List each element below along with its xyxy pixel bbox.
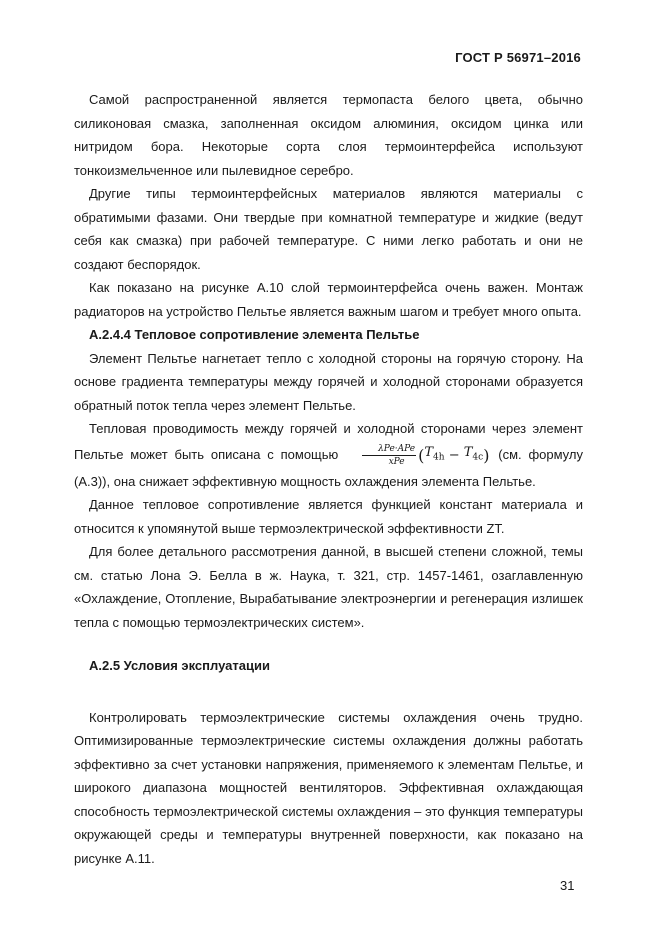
paragraph: Данное тепловое сопротивление является функцией констант материала и относится к упомянутой выше термоэлектрической эффективности ZT.	[74, 497, 583, 536]
formula-open-paren: (	[418, 445, 425, 465]
formula-denominator: xPe	[388, 456, 405, 467]
formula-fraction	[362, 444, 416, 467]
spacer	[74, 678, 583, 706]
paragraph: Самой распространенной является термопаста белого цвета, обычно силиконовая смазка, заполненная оксидом алюминия, оксидом цинка или нитридом бора. Некоторые сорта слоя термоинтерфейса используют тонкоизмельченное или пылевидное серебро.	[74, 92, 583, 178]
spacer	[74, 634, 583, 654]
formula-t-cold	[463, 444, 484, 463]
formula-t-hot-symbol: T	[424, 444, 434, 460]
paragraph: Элемент Пельтье нагнетает тепло с холодной стороны на горячую сторону. На основе градиента температуры между горячей и холодной сторонами образуется обратный поток тепла через элемент Пельтье.	[74, 350, 583, 413]
page-body	[74, 88, 583, 870]
paragraph: Контролировать термоэлектрические системы охлаждения очень трудно. Оптимизированные термоэлектрические системы охлаждения должны работать эффективно за счет установки напряжения, применяемого к элементам Пельтье, и широкого диапазона мощностей вентиляторов. Эффективная охлаждающая способность термоэлектрической системы охлаждения – это функция температуры окружающей среды и температуры внутренней поверхности, как показано на рисунке А.11.	[74, 709, 583, 866]
section-heading: А.2.5 Условия эксплуатации	[89, 658, 270, 674]
paragraph-text-after: (см. формулу (А.3)), она снижает эффективную мощность охлаждения элемента Пельтье.	[74, 446, 583, 489]
section-heading: А.2.4.4 Тепловое сопротивление элемента Пельтье	[89, 327, 420, 342]
formula-t-cold-subscript: 4c	[472, 452, 484, 463]
formula-minus: −	[444, 447, 464, 463]
page-number: 31	[560, 878, 575, 893]
formula-t-cold-symbol: T	[463, 444, 473, 460]
formula-t-hot	[424, 444, 445, 463]
formula-numerator: λPe·APe	[362, 444, 416, 456]
formula-close-paren: )	[483, 445, 490, 465]
paragraph: Как показано на рисунке А.10 слой термоинтерфейса очень важен. Монтаж радиаторов на устройство Пельтье является важным шагом и требует много опыта.	[74, 280, 583, 319]
paragraph: Другие типы термоинтерфейсных материалов являются материалы с обратимыми фазами. Они твердые при комнатной температуре и жидкие (ведут себя как смазка) при рабочей температуре. С ними легко работать и они не создают беспорядок.	[74, 186, 583, 272]
thermal-conductance-formula	[347, 441, 489, 470]
paragraph: Для более детального рассмотрения данной, в высшей степени сложной, темы см. статью Лона Э. Белла в ж. Наука, т. 321, стр. 1457-1461, озаглавленную «Охлаждение, Отопление, Вырабатывание электроэнергии и регенерация излишек тепла с помощью термоэлектрических систем».	[74, 544, 583, 630]
document-id-header: ГОСТ Р 56971–2016	[455, 50, 581, 65]
formula-t-hot-subscript: 4h	[433, 452, 445, 463]
paragraph-text-before: Тепловая проводимость между горячей и холодной сторонами через элемент Пельтье может быть описана с помощью	[74, 421, 583, 462]
paragraph-with-formula	[74, 417, 583, 493]
